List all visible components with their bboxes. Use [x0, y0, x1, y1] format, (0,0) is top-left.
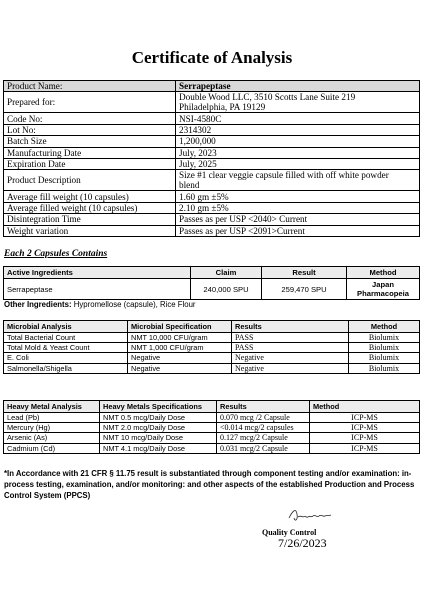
- col-header-method: Method: [349, 321, 420, 333]
- active-method: [347, 279, 420, 300]
- info-value-line2: blend: [179, 180, 200, 191]
- active-result: 259,470 SPU: [262, 279, 347, 300]
- cell-name: Salmonella/Shigella: [4, 363, 128, 373]
- signature-title: Quality Control: [262, 528, 317, 537]
- col-header-spec: Heavy Metals Specifications: [100, 401, 217, 413]
- document-title: Certificate of Analysis: [131, 48, 293, 67]
- col-header-method: Method: [310, 401, 420, 413]
- cell-method: ICP-MS: [310, 413, 420, 423]
- cell-result: 0.070 mcg /2 Capsule: [217, 413, 310, 423]
- cell-name: E. Coli: [4, 353, 128, 363]
- active-name: Serrapeptase: [4, 279, 191, 300]
- info-value-line: Serrapeptase: [179, 81, 231, 92]
- cell-method: Biolumix: [349, 363, 420, 373]
- info-row: [4, 214, 420, 225]
- col-header-spec: Microbial Specification: [128, 321, 232, 333]
- table-header-row: [4, 321, 420, 333]
- col-header-results: Results: [217, 401, 310, 413]
- info-value-line: Size #1 clear veggie capsule filled with off white powder: [179, 170, 389, 181]
- info-value: [176, 191, 420, 202]
- info-label: Average fill weight (10 capsules): [4, 191, 176, 202]
- info-label: Expiration Date: [4, 158, 176, 169]
- active-ingredients-table: [3, 266, 420, 300]
- info-value: [176, 202, 420, 213]
- signature-date: 7/26/2023: [278, 536, 327, 550]
- info-label: Batch Size: [4, 136, 176, 147]
- col-header-result: Result: [262, 267, 347, 279]
- info-value-line: 1,200,000: [179, 136, 216, 147]
- cell-name: Lead (Pb): [4, 413, 100, 423]
- info-value: [176, 214, 420, 225]
- cell-result: <0.014 mcg/2 capsules: [217, 423, 310, 433]
- info-value: [176, 124, 420, 135]
- cell-result: 0.031 mcg/2 Capsule: [217, 443, 310, 453]
- info-label: Prepared for:: [4, 92, 176, 113]
- table-row: [4, 333, 420, 343]
- cell-name: Cadmium (Cd): [4, 443, 100, 453]
- info-value: [176, 158, 420, 169]
- info-label: Product Description: [4, 170, 176, 191]
- cell-method: ICP-MS: [310, 443, 420, 453]
- table-row: [4, 353, 420, 363]
- info-row: [4, 136, 420, 147]
- table-row: [4, 363, 420, 373]
- col-header-method: Method: [347, 267, 420, 279]
- cell-name: Mercury (Hg): [4, 423, 100, 433]
- cell-name: Arsenic (As): [4, 433, 100, 443]
- info-value-line: July, 2023: [179, 147, 217, 158]
- info-value: [176, 170, 420, 191]
- info-row: [4, 147, 420, 158]
- table-header-row: [4, 267, 420, 279]
- other-ingredients: [4, 300, 196, 309]
- cell-spec: NMT 10,000 CFU/gram: [128, 333, 232, 343]
- info-label: Lot No:: [4, 124, 176, 135]
- info-value-line: Passes as per USP <2091>Current: [179, 225, 305, 236]
- info-value: [176, 136, 420, 147]
- table-row: [4, 443, 420, 453]
- active-method-line1: Japan: [372, 280, 394, 289]
- info-value: [176, 225, 420, 236]
- table-row: [4, 279, 420, 300]
- info-row: [4, 158, 420, 169]
- signature-image: [287, 502, 337, 526]
- cell-result: 0.127 mcg/2 Capsule: [217, 433, 310, 443]
- info-value-line: Double Wood LLC, 3510 Scotts Lane Suite 219: [179, 92, 356, 103]
- cell-method: ICP-MS: [310, 423, 420, 433]
- table-row: [4, 413, 420, 423]
- cell-spec: Negative: [128, 353, 232, 363]
- col-header-active: Active Ingredients: [4, 267, 191, 279]
- info-value: [176, 147, 420, 158]
- cell-result: PASS: [232, 333, 349, 343]
- cell-method: Biolumix: [349, 343, 420, 353]
- info-label: Disintegration Time: [4, 214, 176, 225]
- other-ingredients-value: Hypromellose (capsule), Rice Flour: [73, 300, 196, 309]
- col-header-claim: Claim: [191, 267, 262, 279]
- table-header-row: [4, 401, 420, 413]
- cell-method: ICP-MS: [310, 433, 420, 443]
- col-header-microbial: Microbial Analysis: [4, 321, 128, 333]
- info-value-line: 2314302: [179, 124, 212, 135]
- info-value-line: NSI-4580C: [179, 113, 222, 124]
- microbial-table: [3, 320, 420, 374]
- col-header-heavy-metal: Heavy Metal Analysis: [4, 401, 100, 413]
- cell-spec: NMT 1,000 CFU/gram: [128, 343, 232, 353]
- info-value: [176, 81, 420, 92]
- cell-name: Total Mold & Yeast Count: [4, 343, 128, 353]
- capsules-heading: Each 2 Capsules Contains: [4, 249, 108, 259]
- cell-name: Total Bacterial Count: [4, 333, 128, 343]
- info-row: [4, 202, 420, 213]
- cell-spec: NMT 0.5 mcg/Daily Dose: [100, 413, 217, 423]
- info-row: [4, 170, 420, 191]
- info-row: [4, 124, 420, 135]
- cell-result: PASS: [232, 343, 349, 353]
- info-row: [4, 81, 420, 92]
- info-row: [4, 113, 420, 124]
- info-value-line: July, 2025: [179, 159, 217, 170]
- compliance-note: *In Accordance with 21 CFR § 11.75 result is substantiated through component testing and/or examination: in-process testing, examination, and/or monitoring: and other aspects of the established Production and Process Control System (PPCS): [4, 469, 415, 500]
- info-label: Average filled weight (10 capsules): [4, 202, 176, 213]
- table-row: [4, 423, 420, 433]
- info-value-line2: Philadelphia, PA 19129: [179, 102, 266, 113]
- info-row: [4, 191, 420, 202]
- product-info-table: [3, 80, 420, 237]
- col-header-results: Results: [232, 321, 349, 333]
- info-label: Weight variation: [4, 225, 176, 236]
- cell-result: Negative: [232, 353, 349, 363]
- info-row: [4, 225, 420, 236]
- table-row: [4, 433, 420, 443]
- cell-spec: NMT 10 mcg/Daily Dose: [100, 433, 217, 443]
- active-claim: 240,000 SPU: [191, 279, 262, 300]
- info-label: Product Name:: [4, 81, 176, 92]
- info-label: Code No:: [4, 113, 176, 124]
- info-value-line: Passes as per USP <2040> Current: [179, 214, 308, 225]
- cell-method: Biolumix: [349, 333, 420, 343]
- info-value-line: 2.10 gm ±5%: [179, 202, 229, 213]
- cell-spec: NMT 4.1 mcg/Daily Dose: [100, 443, 217, 453]
- info-value: [176, 113, 420, 124]
- info-value: [176, 92, 420, 113]
- other-ingredients-label: Other Ingredients:: [4, 300, 72, 309]
- info-label: Manufacturing Date: [4, 147, 176, 158]
- info-row: [4, 92, 420, 113]
- table-row: [4, 343, 420, 353]
- cell-spec: NMT 2.0 mcg/Daily Dose: [100, 423, 217, 433]
- cell-result: Negative: [232, 363, 349, 373]
- active-method-line2: Pharmacopeia: [357, 289, 409, 298]
- cell-spec: Negative: [128, 363, 232, 373]
- cell-method: Biolumix: [349, 353, 420, 363]
- heavy-metals-table: [3, 400, 420, 454]
- info-value-line: 1.60 gm ±5%: [179, 191, 229, 202]
